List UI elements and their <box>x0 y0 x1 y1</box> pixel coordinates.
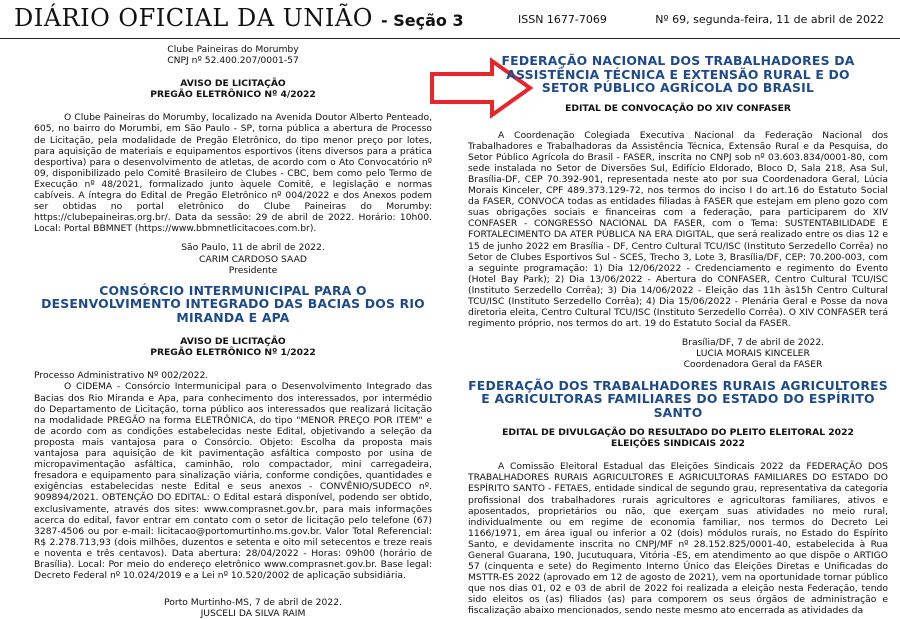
faser-notice: EDITAL DE CONVOCAÇÃO DO XIV CONFASER <box>565 102 791 114</box>
faser-sig-role: Coordenadora Geral da FASER <box>683 359 823 371</box>
page-header <box>0 0 900 38</box>
club-cnpj: CNPJ nº 52.400.207/0001-57 <box>167 55 299 67</box>
masthead <box>14 4 464 32</box>
fetaes-notice: EDITAL DE DIVULGAÇÃO DO RESULTADO DO PLEITO ELEITORAL 2022 <box>502 427 854 439</box>
right-column <box>468 54 888 617</box>
sig1-name: CARIM CARDOSO SAAD <box>199 253 307 265</box>
notice2-title: AVISO DE LICITAÇÃO <box>180 336 286 348</box>
notice1-subtitle: PREGÃO ELETRÔNICO Nº 4/2022 <box>150 89 316 101</box>
consortium-title: CONSÓRCIO INTERMUNICIPAL PARA O DESENVOLVIMENTO INTEGRADO DAS BACIAS DOS RIO MIRANDA E APA <box>41 282 425 325</box>
fetaes-body: A Comissão Eleitoral Estadual das Eleições Sindicais 2022 da FEDERAÇÃO DOS TRABALHADORES RURAIS AGRICULTORES E AGRICULTORAS FAMILIARES DO ESTADO DO ESPÍRITO SANTO - FETAES, entidade sindical de segundo grau, representativa da categoria profissional dos trabalhadores rurais agricultores e agricultoras familiares, ativos e aposentados, proprietários ou não, que exerçam suas atividades no meio rural, individualmente ou em regime de economia familiar, nos termos do Decreto Lei 1166/1971, em área igual ou inferior a 02 (dois) módulos rurais, no Estado do Espírito Santo, e devidamente inscrita no CNPJ/MF nº 28.152.825/0001-40, estabelecida à Rua General Guarana, 190, Jucutuquara, Vitória -ES, em atendimento ao que dispõe o ARTIGO 57 (cinquenta e sete) do Regimento Interno Único das Eleições Diretas e Unificadas do MSTTR-ES 2022 (aprovado em 12 de agosto de 2021), vem na oportunidade tornar público que nos dias 01, 02 e 03 de abril de 2022 foi realizada a eleição nesta Federação, tendo sido eleitos os (as) filiados (as) para comporem os seus órgãos de administração e fiscalização abaixo mencionados, sendo neste mesmo ato encerrada as atividades da <box>468 461 888 617</box>
masthead-title: DIÁRIO OFICIAL DA UNIÃO <box>14 4 373 32</box>
masthead-section: - Seção 3 <box>381 11 464 30</box>
sig1-place: São Paulo, 11 de abril de 2022. <box>181 242 325 254</box>
sig1-role: Presidente <box>228 264 278 276</box>
faser-sig-place: Brasília/DF, 7 de abril de 2022. <box>681 337 825 349</box>
notice1-title: AVISO DE LICITAÇÃO <box>180 78 286 90</box>
issn: ISSN 1677-7069 <box>518 13 607 26</box>
left-column <box>34 44 432 619</box>
faser-body: A Coordenação Colegiada Executiva Nacional da Federação Nacional dos Trabalhadores e Trabalhadoras da Assistência Técnica, Extensão Rural e da Pesquisa, do Setor Público Agrícola do Brasil - FASER, inscrita no CNPJ sob nº 03.603.834/0001-80, com sede instalada no Setor de Diversões Sul, Edifício Eldorado, Bloco D, Sala 218, Asa Sul, Brasília-DF, CEP 70.392-901, representada neste ato por sua Coordenadora Geral, Lúcia Morais Kinceler, CPF 489.373.129-72, nos termos do inciso I do art.16 do Estatuto Social da FASER, CONVOCA todas as entidades filiadas à FASER que estejam em pleno gozo com suas obrigações sociais e financeiras com a federação, para participarem do XIV CONFASER - CONGRESSO NACIONAL DA FASER, com o Tema: SUSTENTABILIDADE E FORTALECIMENTO DA ATER PÚBLICA NA ERA DIGITAL, que será realizado entre os dias 12 e 15 de junho 2022 em Brasília - DF, Centro Cultural TCU/ISC (Instituto Serzedello Corrêa) no Setor de Clubes Esportivos Sul - SCES, Trecho 3, Lote 3, Brasília/DF, CEP: 70.200-003, com a seguinte programação: 1) Dia 12/06/2022 - Credenciamento e regimento do Evento (Hotel Bay Park); 2) Dia 13/06/2022 - Abertura do CONFASER, Centro Cultural TCU/ISC (Instituto Serzedello Corrêa); 3) Dia 14/06/2022 - Eleição das 11h às15h Centro Cultural TCU/ISC (Instituto Serzedello Corrêa); 4) Dia 15/06/2022 - Plenária Geral e Posse da nova diretoria eleita, Centro Cultural TCU/ISC (Instituto Serzedello Corrêa). O XIV CONFASER terá regimento próprio, nos termos do art. 19 do Estatuto Social da FASER. <box>468 129 888 330</box>
notice2-body: O CIDEMA - Consórcio Intermunicipal para o Desenvolvimento Integrado das Bacias dos Rio Miranda e Apa, para conhecimento dos interessados, por intermédio do Departamento de Licitação, torna público aos interessados que realizará licitação na modalidade PREGÃO na forma ELETRÔNICA, do tipo "MENOR PREÇO POR ITEM" e de acordo com as condições estabelecidas neste Edital, objetivando a seleção da proposta mais vantajosa para o Consórcio. Objeto: Escolha da proposta mais vantajosa para aquisição de kit pavimentação asfáltica composto por usina de micropavimentação asfáltica, caminhão, rolo compactador, mini carregadeira, fresadora e equipamento para sinalização viária, conforme condições, quantidades e exigências estabelecidas neste Edital e seus anexos - CONVÊNIO/SUDECO nº. 909894/2021. OBTENÇÃO DO EDITAL: O Edital estará disponível, podendo ser obtido, exclusivamente, através dos sites: www.comprasnet.gov.br, para mais informações acerca do edital, favor entrar em contato com o setor de licitação pelo telefone (67) 3287-4506 ou por e-mail: licitacao@portomurtinho.ms.gov.br. Valor Total Referencial: R$ 2.278.713,93 (dois milhões, duzentos e setenta e oito mil setecentos e treze reais e noventa e três centavos). Data abertura: 28/04/2022 - Horas: 09h00 (horário de Brasília). Local: Por meio do endereço eletrônico www.comprasnet.gov.br. Base legal: Decreto Federal nº 10.024/2019 e a Lei nº 10.520/2002 de aplicação subsidiária. <box>34 381 432 582</box>
issue-date: Nº 69, segunda-feira, 11 de abril de 2022 <box>655 13 884 26</box>
faser-sig-name: LUCIA MORAIS KINCELER <box>696 348 810 360</box>
sig2-name: JUSCELI DA SILVA RAIM <box>200 608 306 619</box>
fetaes-subtitle: ELEIÇÕES SINDICAIS 2022 <box>611 438 745 450</box>
club-name: Clube Paineiras do Morumby <box>167 44 299 55</box>
notice1-body: O Clube Paineiras do Morumby, localizado na Avenida Doutor Alberto Penteado, 605, no bairro do Morumbi, em São Paulo - SP, torna pública a abertura de Processo de Licitação, pela modalidade de Pregão Eletrônico, do tipo menor preço por lotes, para aquisição de materiais e equipamentos esportivos (itens diversos para a prática desportiva) para o desenvolvimento de atletas, de acordo com o Ato Convocatório nº 09, disponibilizado pelo Comitê Brasileiro de Clubes - CBC, bem como pelo Termo de Execução nº 48/2021, formalizado junto àquele Comitê, e legislação e normas cabíveis. A íntegra do Edital de Pregão Eletrônico nº 004/2022 e dos Anexos podem ser obtidas no portal eletrônico do Clube Paineiras do Morumby: https://clubepaineiras.org.br/. Data da sessão: 29 de abril de 2022. Horário: 10h00. Local: Portal BBMNET (https://www.bbmnetlicitacoes.com.br). <box>34 112 432 235</box>
process-number: Processo Administrativo Nº 002/2022. <box>34 370 209 382</box>
faser-title: FEDERAÇÃO NACIONAL DOS TRABALHADORES DA ASSISTÊNCIA TÉCNICA E EXTENSÃO RURAL E DO SETOR PÚBLICO AGRÍCOLA DO BRASIL <box>501 53 855 95</box>
fetaes-title: FEDERAÇÃO DOS TRABALHADORES RURAIS AGRICULTORES E AGRICULTORAS FAMILIARES DO ESTADO DO ESPÍRITO SANTO <box>468 377 888 420</box>
sig2-place: Porto Murtinho-MS, 7 de abril de 2022. <box>164 597 342 609</box>
header-rule <box>0 38 900 39</box>
notice2-subtitle: PREGÃO ELETRÔNICO Nº 1/2022 <box>150 347 316 359</box>
